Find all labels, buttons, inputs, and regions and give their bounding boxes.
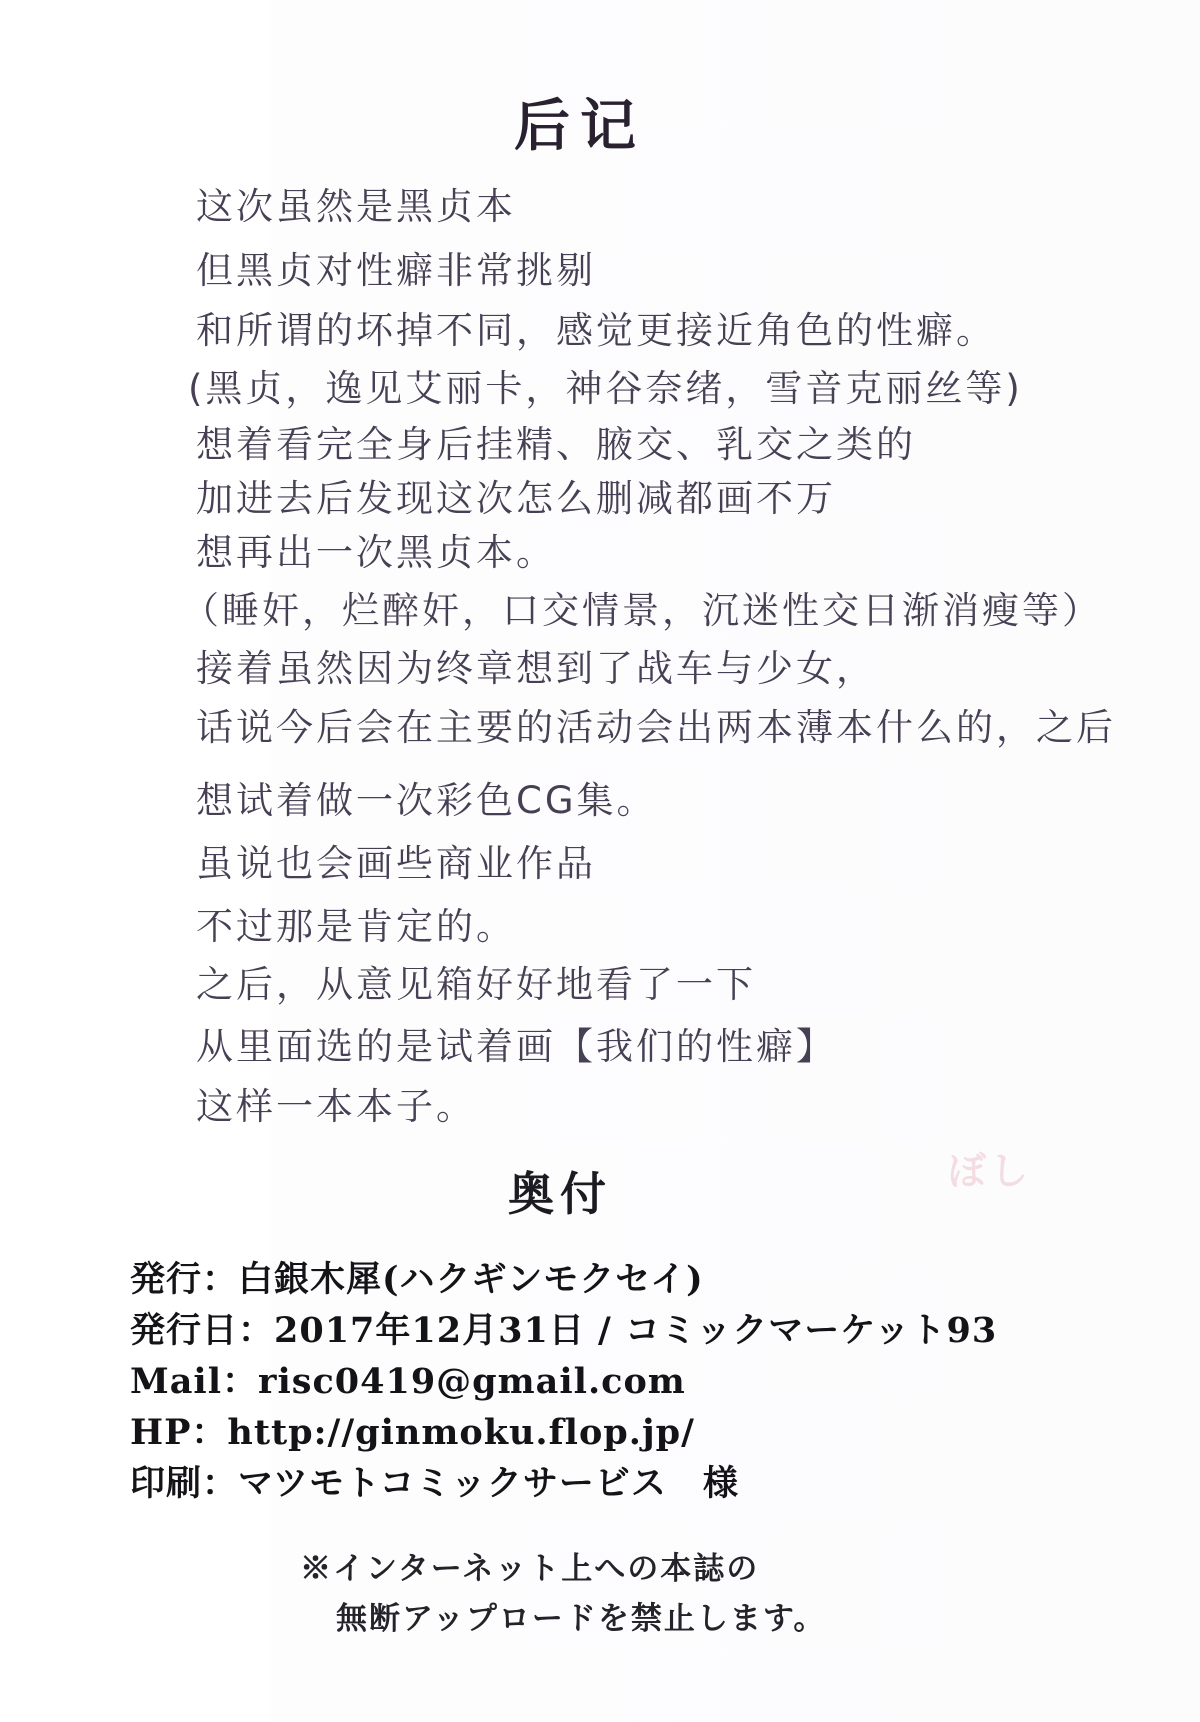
afterword-line: 话说今后会在主要的活动会出两本薄本什么的，之后	[196, 706, 1116, 749]
afterword-line: (黑贞，逸见艾丽卡，神谷奈绪，雪音克丽丝等)	[188, 367, 1023, 410]
colophon-line-publisher: 発行：白銀木犀(ハクギンモクセイ)	[130, 1259, 704, 1300]
afterword-line: 不过那是肯定的。	[196, 905, 516, 948]
afterword-line: 这样一本本子。	[196, 1085, 476, 1128]
afterword-line: 这次虽然是黑贞本	[196, 185, 516, 228]
afterword-line: 之后，从意见箱好好地看了一下	[196, 963, 756, 1006]
afterword-line: （睡奸，烂醉奸，口交情景，沉迷性交日渐消瘦等）	[182, 589, 1102, 632]
colophon-line-printer: 印刷：マツモトコミックサービス 様	[130, 1463, 739, 1504]
afterword-line: 想试着做一次彩色CG集。	[196, 779, 657, 822]
colophon-line-publish-date: 発行日：2017年12月31日 / コミックマーケット93	[130, 1310, 998, 1351]
afterword-line: 但黑贞对性癖非常挑剔	[196, 249, 596, 292]
upload-notice-line: 無断アップロードを禁止します。	[336, 1601, 827, 1637]
upload-notice-line: ※インターネット上への本誌の	[300, 1551, 760, 1587]
afterword-line: 想着看完全身后挂精、腋交、乳交之类的	[196, 423, 916, 466]
afterword-line: 虽说也会画些商业作品	[196, 842, 596, 885]
colophon-line-mail: Mail：risc0419@gmail.com	[130, 1361, 686, 1402]
colophon-line-homepage: HP：http://ginmoku.flop.jp/	[130, 1412, 695, 1453]
afterword-line: 从里面选的是试着画【我们的性癖】	[196, 1025, 836, 1068]
afterword-line: 接着虽然因为终章想到了战车与少女，	[196, 647, 876, 690]
colophon-title: 奥付	[508, 1167, 612, 1221]
afterword-line: 加进去后发现这次怎么删减都画不万	[196, 477, 836, 520]
afterword-line: 想再出一次黑贞本。	[196, 531, 556, 574]
afterword-line: 和所谓的坏掉不同，感觉更接近角色的性癖。	[196, 309, 996, 352]
faint-pink-watermark: ぼし	[948, 1149, 1033, 1193]
afterword-title: 后记	[514, 94, 646, 159]
